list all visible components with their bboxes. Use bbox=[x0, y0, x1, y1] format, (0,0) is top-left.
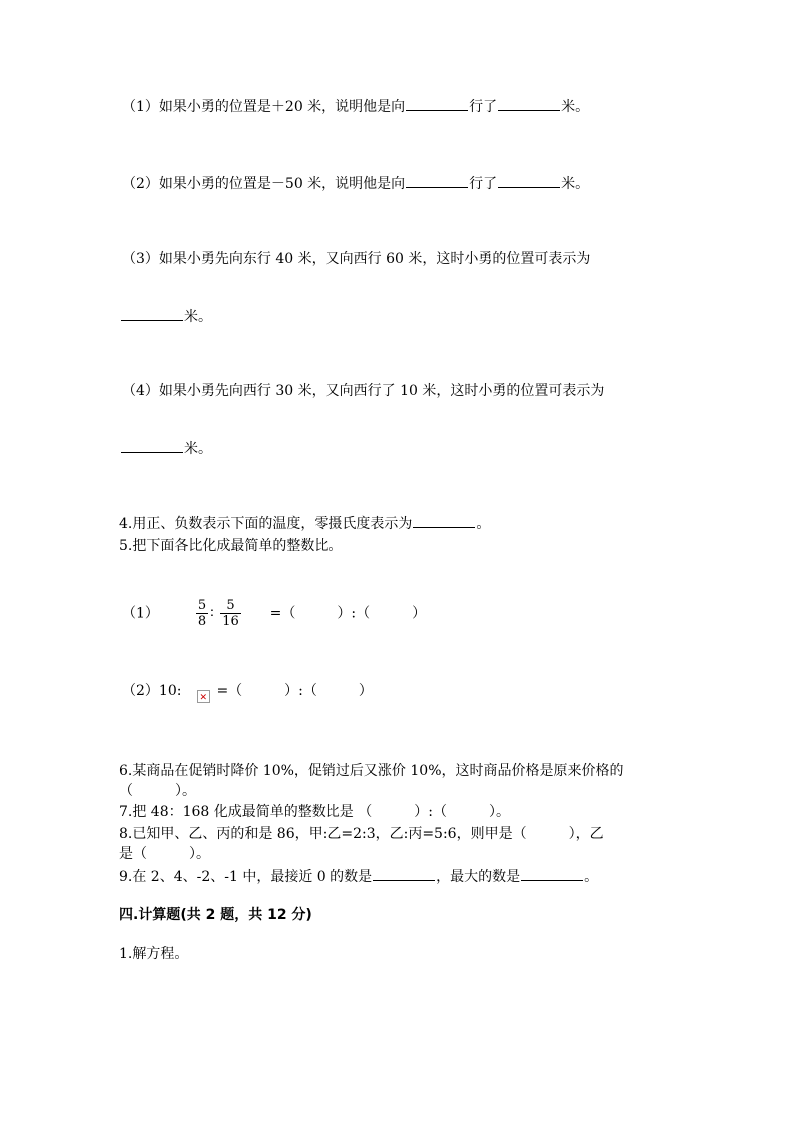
question-9-mid: ，最大的数是 bbox=[436, 869, 521, 885]
fraction-numerator: 5 bbox=[220, 598, 241, 614]
answer-blank[interactable] bbox=[406, 173, 468, 188]
sub-question-2-text: （2）如果小勇的位置是－50 米，说明他是向 bbox=[122, 176, 406, 192]
question-4 bbox=[119, 513, 490, 534]
question-4-suffix: 。 bbox=[476, 516, 491, 532]
question-4-text: 4.用正、负数表示下面的温度，零摄氏度表示为 bbox=[119, 516, 413, 532]
question-8-line1: 8.已知甲、乙、丙的和是 86，甲:乙=2:3，乙:丙=5:6，则甲是（ ），乙 bbox=[119, 826, 604, 842]
answer-blank[interactable] bbox=[498, 173, 560, 188]
question-6-line2: （ ）。 bbox=[119, 783, 196, 799]
sub-question-3-text: （3）如果小勇先向东行 40 米，又向西行 60 米，这时小勇的位置可表示为 bbox=[122, 251, 591, 267]
broken-image-icon bbox=[197, 690, 210, 703]
ratio-item-1-label: （1） bbox=[122, 605, 159, 622]
answer-blank[interactable] bbox=[373, 866, 435, 881]
fraction-5-8 bbox=[196, 598, 208, 629]
answer-blank[interactable] bbox=[406, 96, 468, 111]
sub-question-3-suffix: 米。 bbox=[184, 309, 212, 325]
sub-question-3-answer bbox=[120, 306, 212, 327]
section-title: 四.计算题(共 2 题，共 12 分) bbox=[119, 907, 312, 923]
sub-question-1-suffix: 米。 bbox=[561, 99, 590, 115]
sub-question-1-text: （1）如果小勇的位置是＋20 米，说明他是向 bbox=[122, 99, 406, 115]
sub-question-1 bbox=[122, 96, 589, 117]
sub-question-3 bbox=[122, 249, 590, 269]
question-8-cont bbox=[119, 844, 210, 864]
sub-question-1-mid: 行了 bbox=[469, 99, 498, 115]
question-6-line1: 6.某商品在促销时降价 10%，促销过后又涨价 10%，这时商品价格是原来价格的 bbox=[119, 763, 624, 779]
question-6-cont bbox=[119, 781, 196, 801]
fraction-numerator: 5 bbox=[197, 598, 207, 613]
ratio-item-2-rhs: =（ ）:（ ） bbox=[216, 683, 373, 699]
question-8-line2: 是（ ）。 bbox=[119, 846, 210, 862]
ratio-colon: ∶ bbox=[210, 605, 214, 622]
ratio-item-2-label: （2）10: bbox=[122, 683, 182, 699]
section-heading bbox=[119, 905, 312, 925]
calc-question-1-text: 1.解方程。 bbox=[119, 946, 189, 962]
fraction-denominator: 8 bbox=[197, 614, 207, 629]
sub-question-2 bbox=[122, 173, 589, 194]
question-5-text: 5.把下面各比化成最简单的整数比。 bbox=[119, 538, 343, 554]
ratio-item-1-rhs: =（ ）:（ ） bbox=[269, 605, 427, 622]
sub-question-4 bbox=[122, 381, 604, 401]
question-7-text: 7.把 48：168 化成最简单的整数比是 （ ）:（ ）。 bbox=[119, 804, 510, 820]
sub-question-4-text: （4）如果小勇先向西行 30 米，又向西行了 10 米，这时小勇的位置可表示为 bbox=[122, 383, 605, 399]
question-9-text: 9.在 2、4、-2、-1 中，最接近 0 的数是 bbox=[119, 869, 373, 885]
answer-blank[interactable] bbox=[498, 96, 560, 111]
answer-blank[interactable] bbox=[413, 513, 475, 528]
question-7 bbox=[119, 802, 510, 822]
fraction-denominator: 16 bbox=[222, 614, 239, 629]
ratio-item-1 bbox=[122, 598, 426, 629]
sub-question-4-suffix: 米。 bbox=[184, 441, 212, 457]
question-9 bbox=[119, 866, 598, 887]
calc-question-1 bbox=[119, 944, 188, 964]
ratio-item-2 bbox=[122, 681, 373, 703]
question-8 bbox=[119, 824, 604, 844]
sub-question-4-answer bbox=[120, 438, 212, 459]
sub-question-2-suffix: 米。 bbox=[561, 176, 590, 192]
question-6 bbox=[119, 761, 624, 781]
question-5 bbox=[119, 536, 342, 556]
answer-blank[interactable] bbox=[121, 306, 183, 321]
answer-blank[interactable] bbox=[521, 866, 583, 881]
answer-blank[interactable] bbox=[121, 438, 183, 453]
fraction-5-16 bbox=[220, 598, 241, 629]
sub-question-2-mid: 行了 bbox=[469, 176, 498, 192]
question-9-suffix: 。 bbox=[584, 869, 599, 885]
